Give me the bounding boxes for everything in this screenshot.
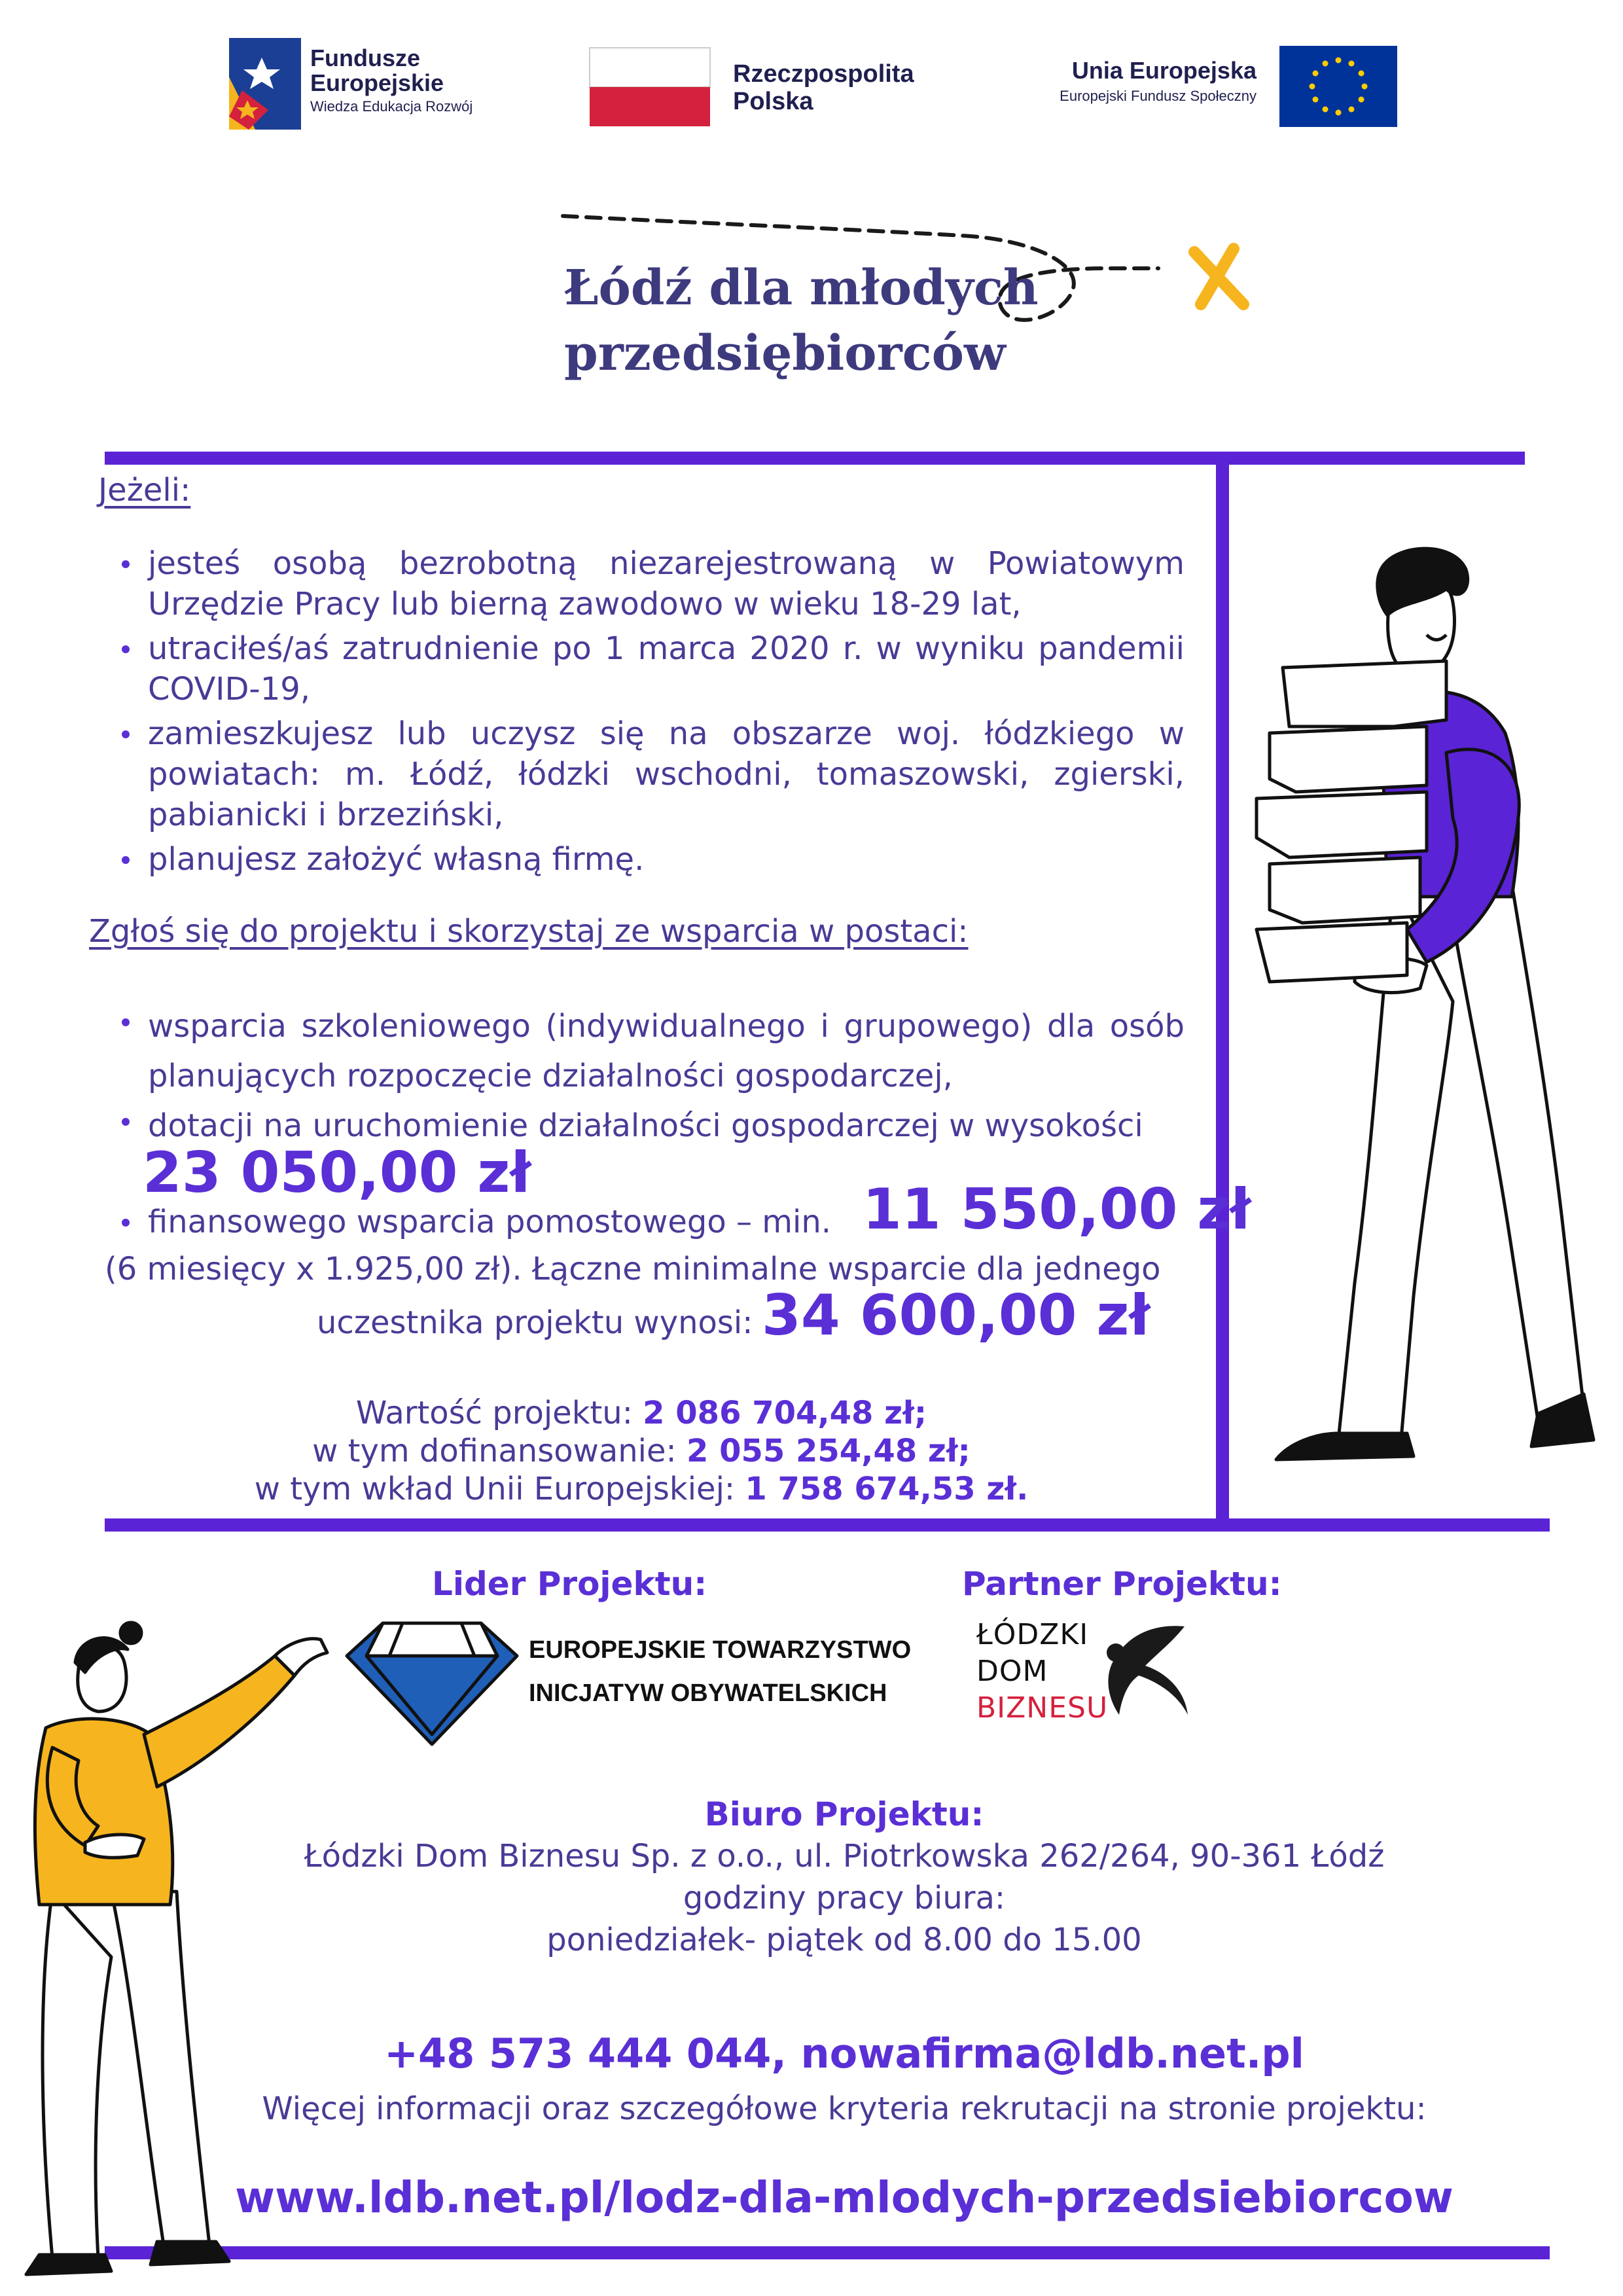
bridge-note: (6 miesięcy x 1.925,00 zł). Łączne minimalne wsparcie dla jednego [105, 1251, 1161, 1287]
fe-line1: Fundusze [310, 45, 420, 71]
partner-logo-line2: DOM [976, 1655, 1048, 1688]
ue-line2: Europejski Fundusz Społeczny [1060, 88, 1257, 104]
project-url-link[interactable]: www.ldb.net.pl/lodz-dla-mlodych-przedsiebiorcow [235, 2172, 1454, 2223]
support-item-training: wsparcia szkoleniowego (indywidualnego i grupowego) dla osób planujących rozpoczęcie działalności gospodarczej, [111, 1001, 1185, 1101]
title-line1: Łódź dla młodych [564, 260, 1039, 316]
condition-item: zamieszkujesz lub uczysz się na obszarze woj. łódzkiego w powiatach: m. Łódź, łódzki wschodni, tomaszowski, zgierski, pabianicki i brzeziński, [111, 713, 1185, 835]
middle-rule [105, 1518, 1550, 1532]
office-block [223, 1793, 1466, 1961]
leader-heading: Lider Projektu: [432, 1565, 707, 1603]
cofin-amount: 2 055 254,48 zł; [686, 1433, 971, 1469]
cross-mark-icon [1194, 249, 1243, 304]
value-label: Wartość projektu: [355, 1395, 633, 1431]
conditions-heading: Jeżeli: [98, 472, 191, 509]
diamond-logo-icon [344, 1617, 520, 1748]
partner-logo-line1: ŁÓDZKI [976, 1618, 1089, 1651]
eu-contribution-label: w tym wkład Unii Europejskiej: [254, 1471, 736, 1507]
support-item-bridge [111, 1202, 831, 1242]
fe-line2: Europejskie [310, 69, 444, 96]
partner-logo-line3: BIZNESU [976, 1691, 1109, 1725]
total-label: uczestnika projektu wynosi: [317, 1304, 753, 1341]
leader-name [529, 1628, 911, 1715]
value-amount: 2 086 704,48 zł; [643, 1395, 927, 1431]
support-item-grant: dotacji na uruchomienie działalności gospodarczej w wysokości [111, 1101, 1185, 1151]
fe-line3: Wiedza Edukacja Rozwój [310, 98, 473, 115]
leader-name-line2: INICJATYW OBYWATELSKICH [529, 1679, 887, 1707]
partner-heading: Partner Projektu: [962, 1565, 1282, 1603]
office-hours-label: godziny pracy biura: [683, 1880, 1006, 1916]
eu-contribution-amount: 1 758 674,53 zł. [745, 1471, 1029, 1507]
condition-item: jesteś osobą bezrobotną niezarejestrowaną w Powiatowym Urzędzie Pracy lub bierną zawodowo w wieku 18-29 lat, [111, 543, 1185, 624]
cofin-label: w tym dofinansowanie: [312, 1433, 677, 1469]
polish-flag-icon [589, 47, 711, 127]
vertical-rule [1216, 458, 1229, 1518]
project-values [196, 1394, 1086, 1508]
swallow-bird-icon [1086, 1617, 1191, 1721]
leader-name-line1: EUROPEJSKIE TOWARZYSTWO [529, 1636, 912, 1664]
condition-item: utraciłeś/aś zatrudnienie po 1 marca 2020 r. w wyniku pandemii COVID-19, [111, 628, 1185, 709]
office-hours: poniedziałek- piątek od 8.00 do 15.00 [546, 1922, 1142, 1958]
rp-line1: Rzeczpospolita [733, 60, 914, 88]
more-info-text: Więcej informacji oraz szczegółowe kryteria rekrutacji na stronie projektu: [262, 2090, 1427, 2127]
bridge-amount: 11 550,00 zł [863, 1177, 1251, 1242]
total-amount: 34 600,00 zł [762, 1283, 1150, 1348]
top-rule [105, 452, 1525, 465]
support-list [111, 1001, 1185, 1151]
grant-amount: 23 050,00 zł [143, 1140, 531, 1206]
condition-item: planujesz założyć własną firmę. [111, 839, 1185, 880]
fundusze-europejskie-logo [229, 38, 301, 130]
rp-line2: Polska [733, 88, 813, 115]
title-line2: przedsiębiorców [564, 325, 1006, 382]
header-logos [0, 0, 1623, 151]
man-carrying-boxes-illustration [1230, 543, 1597, 1486]
office-heading: Biuro Projektu: [704, 1795, 984, 1833]
eu-flag-icon [1279, 46, 1397, 127]
contact-phone-email: +48 573 444 044, nowafirma@ldb.net.pl [384, 2030, 1304, 2077]
support-heading: Zgłoś się do projektu i skorzystaj ze wsparcia w postaci: [89, 913, 969, 950]
bridge-label: finansowego wsparcia pomostowego – min. [148, 1204, 832, 1240]
office-address: Łódzki Dom Biznesu Sp. z o.o., ul. Piotrkowska 262/264, 90-361 Łódź [304, 1838, 1385, 1874]
ue-line1: Unia Europejska [1071, 57, 1257, 84]
page-title [564, 255, 1039, 386]
conditions-list [111, 543, 1185, 880]
